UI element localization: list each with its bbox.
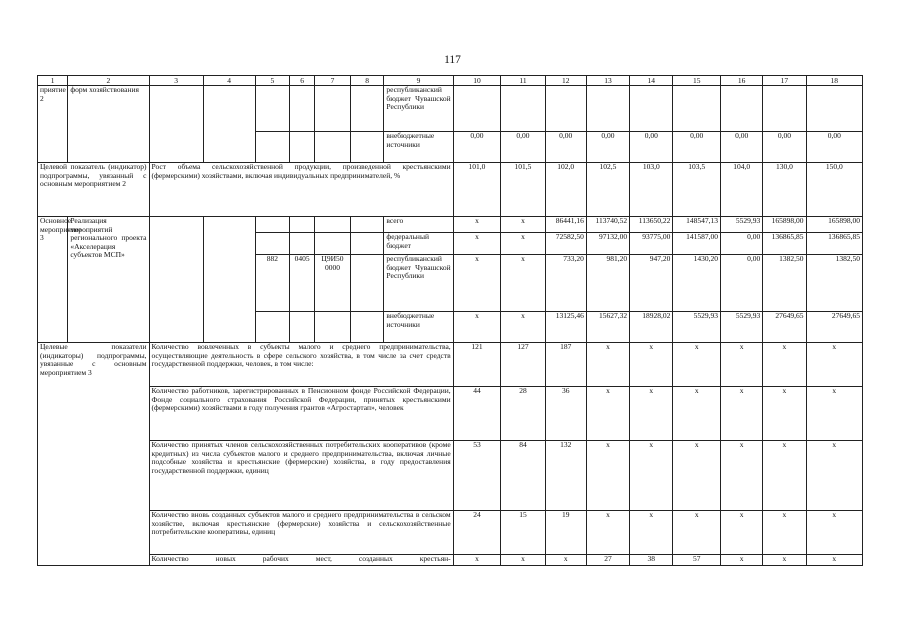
value-cell: x — [721, 387, 763, 441]
col-num: 7 — [315, 76, 351, 86]
indicator-text: Количество принятых членов сельскохозяйственных потребительских кооперативов (кроме кредитных) из числа субъектов малого и среднего предпринимательства, включая личные подсобные хозяйства и крестьянские (фермерские) хозяйства, в году предоставления государственной поддержки, единиц — [149, 441, 453, 511]
value-cell: x — [453, 255, 501, 312]
col-num: 15 — [673, 76, 721, 86]
value-cell: 5529,93 — [721, 217, 763, 233]
value-cell: 136865,85 — [806, 233, 862, 255]
table-row — [38, 555, 863, 566]
value-cell: 104,0 — [721, 163, 763, 217]
value-cell: x — [501, 312, 545, 343]
table-row — [38, 163, 863, 217]
measure-title: Реализация мероприятий регионального проекта «Акселерация субъектов МСП» — [68, 217, 149, 343]
indicator-text: Рост объема сельскохозяйственной продукции, произведенной крестьянскими (фермерскими) хозяйствами, включая индивидуальных предпринимателей, % — [149, 163, 453, 217]
col-num: 14 — [630, 76, 673, 86]
value-cell: 0,00 — [453, 132, 501, 163]
value-cell: 0,00 — [673, 132, 721, 163]
value-cell: 24 — [453, 511, 501, 555]
col-num: 12 — [545, 76, 586, 86]
value-cell: x — [763, 441, 806, 511]
col-num: 13 — [586, 76, 629, 86]
value-cell: 103,0 — [630, 163, 673, 217]
value-cell: x — [806, 511, 862, 555]
value-cell: 101,5 — [501, 163, 545, 217]
col-num: 2 — [68, 76, 149, 86]
value-cell: 28 — [501, 387, 545, 441]
value-cell: x — [630, 343, 673, 387]
value-cell: x — [586, 511, 629, 555]
value-cell: 27 — [586, 555, 629, 566]
value-cell: 947,20 — [630, 255, 673, 312]
funding-source: внебюджетные источники — [384, 132, 453, 163]
value-cell: x — [806, 343, 862, 387]
value-cell: 127 — [501, 343, 545, 387]
value-cell: x — [721, 441, 763, 511]
value-cell: 57 — [673, 555, 721, 566]
column-numbers-row — [38, 76, 863, 86]
col-num: 17 — [763, 76, 806, 86]
col-num: 5 — [255, 76, 290, 86]
measure-forms-cont: форм хозяйствования — [68, 86, 149, 163]
value-cell: 86441,16 — [545, 217, 586, 233]
value-cell: 101,0 — [453, 163, 501, 217]
funding-source: республиканский бюджет Чувашской Республики — [384, 86, 453, 132]
value-cell: x — [453, 555, 501, 566]
value-cell: x — [501, 555, 545, 566]
value-cell: 187 — [545, 343, 586, 387]
value-cell: x — [630, 387, 673, 441]
value-cell: x — [453, 233, 501, 255]
indicator-label: Целевой показатель (индикатор) подпрограммы, увязанный с основным мероприятием 2 — [38, 163, 150, 217]
value-cell: 97132,00 — [586, 233, 629, 255]
col-num: 6 — [290, 76, 315, 86]
value-cell: x — [763, 511, 806, 555]
table-row — [38, 343, 863, 387]
value-cell: x — [545, 555, 586, 566]
value-cell: 148547,13 — [673, 217, 721, 233]
value-cell: 113740,52 — [586, 217, 629, 233]
value-cell: 1382,50 — [806, 255, 862, 312]
value-cell: 0,00 — [806, 132, 862, 163]
value-cell: 53 — [453, 441, 501, 511]
value-cell: x — [763, 387, 806, 441]
value-cell: x — [630, 511, 673, 555]
col-num: 1 — [38, 76, 68, 86]
col-num: 9 — [384, 76, 453, 86]
indicator-text: Количество работников, зарегистрированных в Пенсионном фонде Российской Федерации, Фонде социального страхования Российской Федерации, принятых крестьянскими (фермерскими) хозяйствами в году получения грантов «Агростартап», человек — [149, 387, 453, 441]
funding-source: внебюджетные источники — [384, 312, 453, 343]
value-cell: x — [721, 555, 763, 566]
value-cell: x — [763, 555, 806, 566]
funding-source: всего — [384, 217, 453, 233]
value-cell: 27649,65 — [763, 312, 806, 343]
col-num: 8 — [350, 76, 384, 86]
indicator-text: Количество новых рабочих мест, созданных крестьян- — [149, 555, 453, 566]
value-cell: 165898,00 — [806, 217, 862, 233]
value-cell: x — [673, 441, 721, 511]
value-cell: 0,00 — [545, 132, 586, 163]
table-row — [38, 387, 863, 441]
value-cell: x — [453, 217, 501, 233]
program-table — [37, 75, 863, 566]
col-num: 18 — [806, 76, 862, 86]
value-cell: 5529,93 — [673, 312, 721, 343]
value-cell: 150,0 — [806, 163, 862, 217]
value-cell: x — [501, 255, 545, 312]
value-cell: x — [806, 441, 862, 511]
funding-source: республиканский бюджет Чувашской Республики — [384, 255, 453, 312]
table-row — [38, 441, 863, 511]
value-cell: 121 — [453, 343, 501, 387]
value-cell: x — [673, 387, 721, 441]
value-cell: 0,00 — [763, 132, 806, 163]
table-row — [38, 86, 863, 132]
value-cell: 132 — [545, 441, 586, 511]
value-cell: x — [806, 387, 862, 441]
value-cell: 165898,00 — [763, 217, 806, 233]
value-cell: 130,0 — [763, 163, 806, 217]
value-cell: 0,00 — [630, 132, 673, 163]
indicator-label: Целевые показатели (индикаторы) подпрограммы, увязанные с основным мероприятием 3 — [38, 343, 150, 566]
value-cell: 141587,00 — [673, 233, 721, 255]
value-cell: 1382,50 — [763, 255, 806, 312]
value-cell: 44 — [453, 387, 501, 441]
value-cell: x — [721, 343, 763, 387]
col-num: 10 — [453, 76, 501, 86]
value-cell: x — [586, 441, 629, 511]
value-cell: 113650,22 — [630, 217, 673, 233]
value-cell: 84 — [501, 441, 545, 511]
value-cell: x — [501, 217, 545, 233]
value-cell: x — [501, 233, 545, 255]
value-cell: 27649,65 — [806, 312, 862, 343]
value-cell: 733,20 — [545, 255, 586, 312]
value-cell: 5529,93 — [721, 312, 763, 343]
value-cell: x — [586, 343, 629, 387]
value-cell: 72582,50 — [545, 233, 586, 255]
value-cell: 38 — [630, 555, 673, 566]
value-cell: 102,0 — [545, 163, 586, 217]
csr-code: Ц9И50 0000 — [315, 255, 351, 312]
value-cell: 1430,20 — [673, 255, 721, 312]
value-cell: x — [763, 343, 806, 387]
col-num: 11 — [501, 76, 545, 86]
value-cell: 0,00 — [721, 255, 763, 312]
col-num: 16 — [721, 76, 763, 86]
value-cell: 93775,00 — [630, 233, 673, 255]
value-cell: x — [673, 343, 721, 387]
col-num: 3 — [149, 76, 203, 86]
value-cell: x — [673, 511, 721, 555]
page-number: 117 — [444, 54, 461, 66]
value-cell: 36 — [545, 387, 586, 441]
indicator-text: Количество вновь созданных субъектов малого и среднего предпринимательства в сельском хозяйстве, включая крестьянские (фермерские) хозяйства и сельскохозяйственные потребительские кооперативы, единиц — [149, 511, 453, 555]
value-cell: 981,20 — [586, 255, 629, 312]
grbs-code: 882 — [255, 255, 290, 312]
value-cell: 15 — [501, 511, 545, 555]
indicator-text: Количество вовлеченных в субъекты малого и среднего предпринимательства, осуществляющие деятельность в сфере сельского хозяйства, в том числе за счет средств государственной поддержки, человек, в том числе: — [149, 343, 453, 387]
value-cell: 15627,32 — [586, 312, 629, 343]
value-cell: 0,00 — [721, 233, 763, 255]
value-cell: x — [453, 312, 501, 343]
value-cell: 0,00 — [586, 132, 629, 163]
value-cell: 103,5 — [673, 163, 721, 217]
value-cell: 19 — [545, 511, 586, 555]
value-cell: 136865,85 — [763, 233, 806, 255]
value-cell: x — [806, 555, 862, 566]
table-row — [38, 511, 863, 555]
value-cell: 102,5 — [586, 163, 629, 217]
value-cell: x — [630, 441, 673, 511]
value-cell: 13125,46 — [545, 312, 586, 343]
measure-name: Основное мероприятие 3 — [38, 217, 68, 343]
col-num: 4 — [203, 76, 255, 86]
value-cell: 0,00 — [721, 132, 763, 163]
value-cell: 18928,02 — [630, 312, 673, 343]
funding-source: федеральный бюджет — [384, 233, 453, 255]
value-cell: 0,00 — [501, 132, 545, 163]
measure-name-cont: приятие 2 — [38, 86, 68, 163]
value-cell: x — [586, 387, 629, 441]
rzpr-code: 0405 — [290, 255, 315, 312]
value-cell: x — [721, 511, 763, 555]
table-row — [38, 217, 863, 233]
